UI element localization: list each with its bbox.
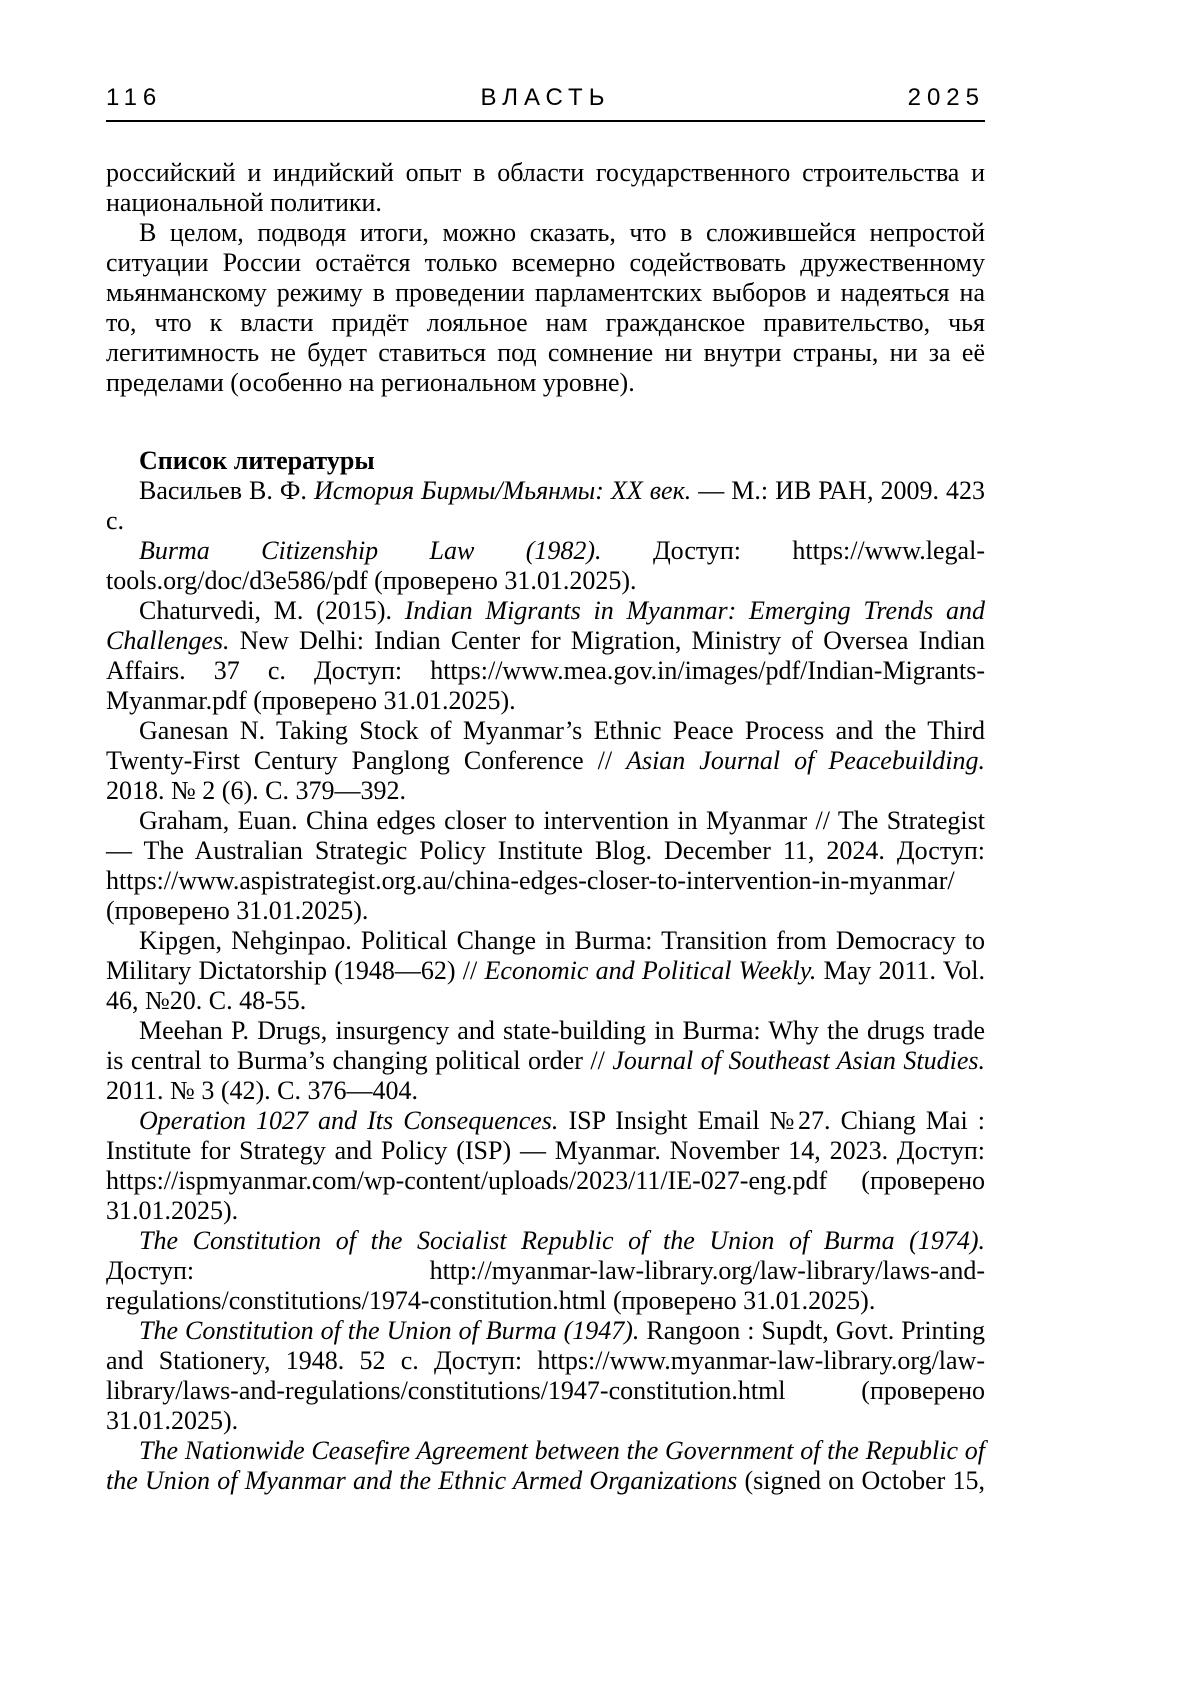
publication-year: 2025 <box>907 84 985 111</box>
text-segment: Asian Journal of Peacebuilding. <box>626 746 985 775</box>
article-text <box>106 158 985 1496</box>
reference-entry <box>106 1316 985 1436</box>
text-segment: The Constitution of the Union of Burma (1947). <box>139 1316 640 1345</box>
text-segment: Доступ: https://www.legal-tools.org/doc/d3e586/pdf (проверено 31.01.2025). <box>106 536 985 595</box>
page-number: 116 <box>106 84 163 111</box>
bibliography-heading: Список литературы <box>139 446 375 475</box>
text-segment: Доступ: http://myanmar-law-library.org/law-library/laws-and-regulations/constitutions/1974-constitution.html (проверено 31.01.2025). <box>106 1256 985 1315</box>
text-segment: 2011. № 3 (42). С. 376—404. <box>106 1076 418 1105</box>
body-paragraph: В целом, подводя итоги, можно сказать, что в сложившейся непростой ситуации России остаётся только всемерно содействовать дружественному мьянманскому режиму в проведении парламентских выборов и надеяться на то, что к власти придёт лояльное нам гражданское правительство, чья легитимность не будет ставиться под сомнение ни внутри страны, ни за её пределами (особенно на региональном уровне). <box>106 218 985 397</box>
reference-entry <box>106 596 985 716</box>
reference-entry <box>106 536 985 596</box>
text-segment: The Constitution of the Socialist Republic of the Union of Burma (1974). <box>139 1226 985 1255</box>
text-segment: 2018. № 2 (6). С. 379—392. <box>106 776 406 805</box>
text-segment: Васильев В. Ф. <box>139 476 314 505</box>
text-segment: ISP Insight Email №27. Chiang Mai : Institute for Strategy and Policy (ISP) — Myanmar. November 14, 2023. Доступ: https://ispmyanmar.com/wp-content/uploads/2023/11/IE-027-eng.pdf (проверено 31.01.2025). <box>106 1106 985 1225</box>
reference-entry <box>106 476 985 536</box>
text-segment: Ganesan N. Taking Stock of Myanmar’s Ethnic Peace Process and the Third Twenty-First Century Panglong Conference // <box>106 716 985 775</box>
journal-title: ВЛАСТЬ <box>480 84 611 111</box>
text-segment: New Delhi: Indian Center for Migration, Ministry of Oversea Indian Affairs. 37 с. Доступ: https://www.mea.gov.in/images/pdf/Indian-Migrants-Myanmar.pdf (проверено 31.01.2025). <box>106 626 985 715</box>
text-segment: May 2011. Vol. 46, №20. С. 48-55. <box>106 956 985 1015</box>
text-segment: Journal of Southeast Asian Studies. <box>612 1046 986 1075</box>
text-segment: The Nationwide Ceasefire Agreement between the Government of the Republic of the Union of Myanmar and the Ethnic Armed Organizations <box>106 1436 985 1495</box>
text-segment: Rangoon : Supdt, Govt. Printing and Stationery, 1948. 52 с. Доступ: https://www.myanmar-law-library.org/law-library/laws-and-regulations/constitutions/1947-constitution.html (проверено 31.01.2025). <box>106 1316 985 1435</box>
reference-entry <box>106 1016 985 1106</box>
text-segment: Meehan P. Drugs, insurgency and state-building in Burma: Why the drugs trade is central to Burma’s changing political order // <box>106 1016 985 1075</box>
reference-entry <box>106 1226 985 1316</box>
text-segment: Economic and Political Weekly. <box>484 956 817 985</box>
reference-entry <box>106 806 985 926</box>
text-segment: Chaturvedi, M. (2015). <box>139 596 405 625</box>
page-header <box>106 84 985 122</box>
reference-entry <box>106 926 985 1016</box>
reference-entry <box>106 1436 985 1496</box>
text-segment: — М.: ИВ РАН, 2009. 423 с. <box>106 476 985 535</box>
body-paragraph: российский и индийский опыт в области государственного строительства и национальной политики. <box>106 158 985 217</box>
text-segment: Operation 1027 and Its Consequences. <box>139 1106 559 1135</box>
text-segment: Graham, Euan. China edges closer to intervention in Myanmar // The Strategist — The Australian Strategic Policy Institute Blog. December 11, 2024. Доступ: https://www.aspistrategist.org.au/china-edges-closer-to-intervention-in-myanmar/ (проверено 31.01.2025). <box>106 806 985 925</box>
text-segment: История Бирмы/Мьянмы: XX век. <box>313 476 692 505</box>
text-segment: (signed on October 15, <box>737 1466 985 1495</box>
text-segment: Burma Citizenship Law (1982). <box>139 536 602 565</box>
reference-entry <box>106 1106 985 1226</box>
text-segment: Kipgen, Nehginpao. Political Change in Burma: Transition from Democracy to Military Dictatorship (1948—62) // <box>106 926 985 985</box>
reference-entry <box>106 716 985 806</box>
text-segment: Indian Migrants in Myanmar: Emerging Trends and Challenges. <box>106 596 985 655</box>
